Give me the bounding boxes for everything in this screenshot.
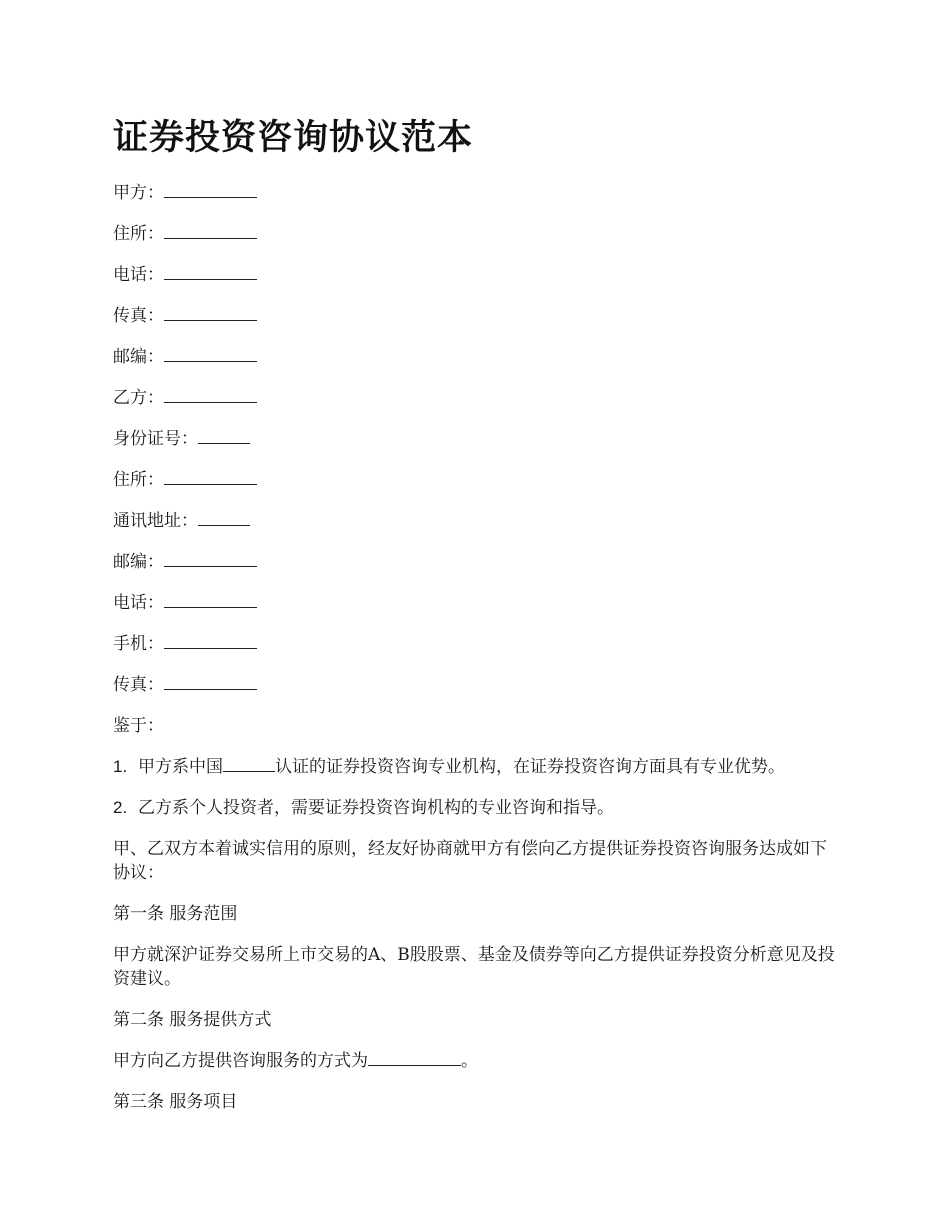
field-label: 手机：: [113, 634, 164, 654]
field-blank-line[interactable]: [164, 222, 257, 239]
form-field-row: [113, 386, 843, 411]
certifying-body-blank[interactable]: [223, 755, 275, 772]
party-b-section: [113, 386, 843, 698]
article-3-heading: 第三条 服务项目: [113, 1092, 238, 1112]
field-blank-line[interactable]: [164, 386, 257, 403]
article-2-body-after: 。: [461, 1051, 478, 1071]
recital-1: [113, 755, 843, 779]
field-label: 住所：: [113, 470, 164, 490]
form-field-row: [113, 509, 843, 534]
field-label: 甲方：: [113, 183, 164, 203]
field-label: 乙方：: [113, 388, 164, 408]
recital-2: [113, 796, 843, 820]
form-field-row: [113, 550, 843, 575]
field-blank-line[interactable]: [198, 427, 250, 444]
document-page: [113, 112, 843, 1131]
field-label: 传真：: [113, 306, 164, 326]
field-label: 身份证号：: [113, 429, 198, 449]
party-a-section: [113, 181, 843, 370]
field-blank-line[interactable]: [164, 468, 257, 485]
field-blank-line[interactable]: [198, 509, 250, 526]
field-label: 邮编：: [113, 552, 164, 572]
agreement-intro: 甲、乙双方本着诚实信用的原则，经友好协商就甲方有偿向乙方提供证券投资咨询服务达成如下协议：: [113, 839, 827, 883]
field-label: 住所：: [113, 224, 164, 244]
article-1-body: 甲方就深沪证券交易所上市交易的A、B股股票、基金及债券等向乙方提供证券投资分析意见及投资建议。: [113, 945, 835, 989]
recital-1-text-after: 认证的证券投资咨询专业机构，在证券投资咨询方面具有专业优势。: [275, 757, 785, 777]
form-field-row: [113, 304, 843, 329]
field-label: 电话：: [113, 593, 164, 613]
field-blank-line[interactable]: [164, 181, 257, 198]
field-blank-line[interactable]: [164, 632, 257, 649]
article-1-heading: 第一条 服务范围: [113, 904, 238, 924]
field-blank-line[interactable]: [164, 263, 257, 280]
form-field-row: [113, 345, 843, 370]
form-field-row: [113, 222, 843, 247]
article-2-body: [113, 1049, 843, 1073]
field-blank-line[interactable]: [164, 304, 257, 321]
whereas-label: 鉴于：: [113, 716, 164, 736]
recital-1-number: 1.: [113, 757, 128, 776]
recital-2-number: 2.: [113, 798, 128, 817]
service-method-blank[interactable]: [368, 1049, 461, 1066]
article-2-body-before: 甲方向乙方提供咨询服务的方式为: [113, 1051, 368, 1071]
field-label: 传真：: [113, 675, 164, 695]
article-2-heading: 第二条 服务提供方式: [113, 1010, 272, 1030]
form-field-row: [113, 263, 843, 288]
field-label: 电话：: [113, 265, 164, 285]
recital-1-text-before: 甲方系中国: [138, 757, 223, 777]
form-field-row: [113, 468, 843, 493]
field-blank-line[interactable]: [164, 345, 257, 362]
field-label: 邮编：: [113, 347, 164, 367]
document-title: 证券投资咨询协议范本: [113, 118, 474, 158]
recital-2-text: 乙方系个人投资者，需要证券投资咨询机构的专业咨询和指导。: [138, 798, 614, 818]
field-blank-line[interactable]: [164, 550, 257, 567]
form-field-row: [113, 632, 843, 657]
form-field-row: [113, 181, 843, 206]
form-field-row: [113, 673, 843, 698]
field-blank-line[interactable]: [164, 591, 257, 608]
form-field-row: [113, 427, 843, 452]
field-blank-line[interactable]: [164, 673, 257, 690]
field-label: 通讯地址：: [113, 511, 198, 531]
form-field-row: [113, 591, 843, 616]
